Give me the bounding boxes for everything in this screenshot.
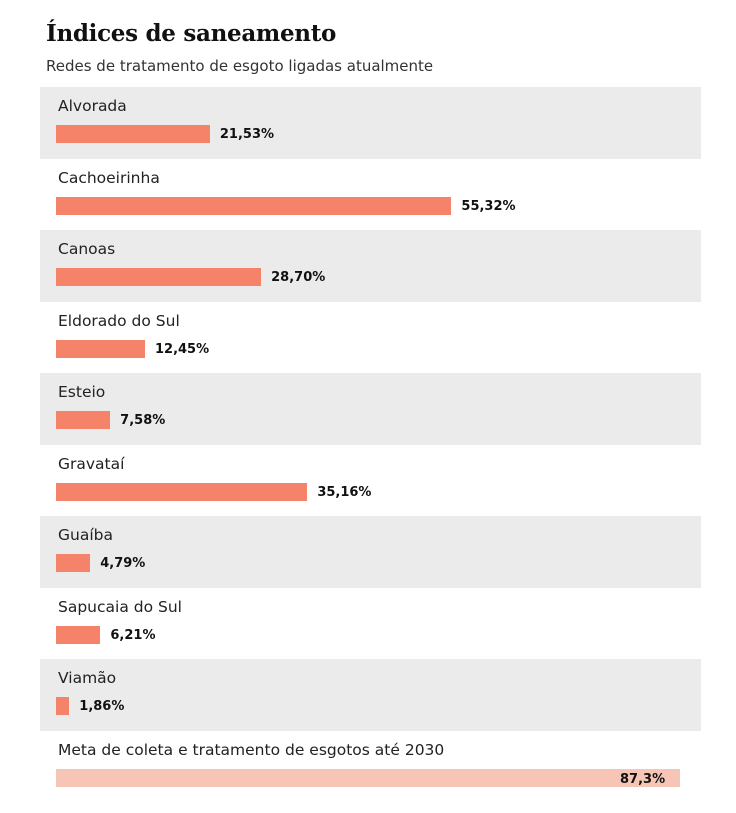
bar-row: [40, 588, 701, 660]
target-bar: [56, 769, 680, 787]
data-label: 55,32%: [461, 198, 516, 214]
chart-subtitle: Redes de tratamento de esgoto ligadas atualmente: [46, 57, 434, 75]
bar-row: [40, 159, 701, 231]
chart-title: Índices de saneamento: [46, 20, 337, 47]
category-label: Esteio: [58, 383, 106, 401]
category-label: Canoas: [58, 240, 116, 258]
bar-row: [40, 516, 701, 588]
category-label: Sapucaia do Sul: [58, 597, 182, 616]
bar-row: [40, 659, 701, 731]
data-label: 6,21%: [110, 627, 156, 643]
target-label: Meta de coleta e tratamento de esgotos até 2030: [58, 740, 445, 759]
bar-row: [40, 87, 701, 159]
data-label: 35,16%: [317, 484, 372, 500]
data-label: 4,79%: [100, 556, 146, 571]
data-label: 7,58%: [120, 413, 166, 428]
bar: [56, 697, 69, 715]
bar-row: [40, 445, 701, 517]
bar: [56, 483, 307, 501]
category-label: Eldorado do Sul: [58, 311, 180, 330]
data-label: 28,70%: [271, 270, 326, 285]
bar: [56, 340, 145, 358]
bar-row: [40, 230, 701, 302]
category-label: Gravataí: [58, 454, 125, 473]
bar: [56, 626, 100, 644]
bar-chart: [40, 87, 701, 802]
category-label: Viamão: [58, 669, 117, 687]
category-label: Cachoeirinha: [58, 168, 160, 187]
category-label: Alvorada: [58, 97, 127, 115]
target-value-label: 87,3%: [620, 771, 666, 787]
bar: [56, 125, 210, 143]
bar-row: [40, 373, 701, 445]
data-label: 12,45%: [154, 341, 210, 357]
data-label: 1,86%: [79, 699, 125, 714]
bar-row: [40, 302, 701, 374]
bar: [56, 268, 261, 286]
bar: [56, 554, 90, 572]
data-label: 21,53%: [219, 127, 275, 142]
bar: [56, 197, 451, 215]
category-label: Guaíba: [58, 526, 113, 544]
target-row: [40, 731, 701, 803]
bar: [56, 411, 110, 429]
